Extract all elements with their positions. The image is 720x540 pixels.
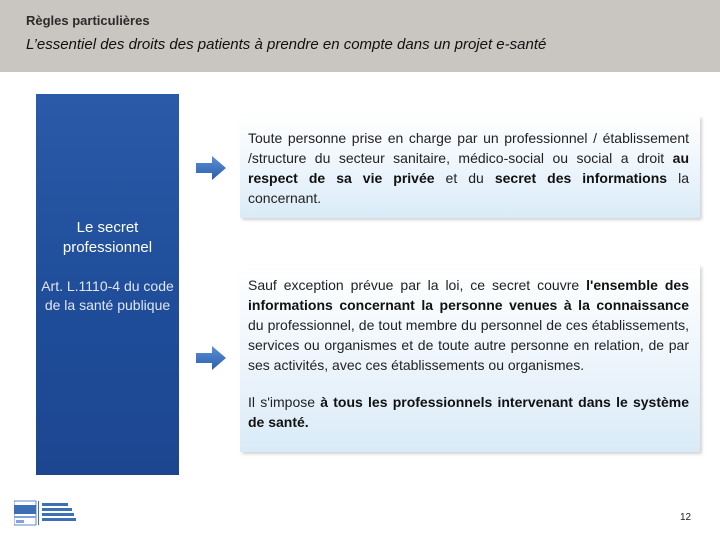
asip-sante-logo: [14, 497, 94, 529]
emphasis-all-professionals: à tous les professionnels intervenant dans le système de santé.: [248, 394, 689, 430]
page-number: 12: [680, 512, 692, 523]
text-span: Toute personne prise en charge par un professionnel / établissement /structure du secteur sanitaire, médico-social ou social a droit: [248, 130, 689, 166]
arrow-right-icon: [196, 156, 226, 180]
secret-scope-text: [240, 265, 700, 375]
privacy-right-text: [240, 116, 700, 208]
topic-heading: Le secret professionnel: [62, 219, 153, 256]
header-band: [0, 0, 720, 72]
emphasis-secret-info: secret des informations: [494, 170, 668, 186]
slide-title: L’essentiel des droits des patients à prendre en compte dans un projet e-santé: [26, 36, 547, 53]
privacy-right-box: [240, 116, 700, 218]
text-span: Sauf exception prévue par la loi, ce secret couvre: [248, 277, 587, 293]
legal-reference: Art. L.1110-4 du code de la santé publique: [41, 278, 174, 313]
emphasis-all-information: l'ensemble des informations concernant la personne venues à la connaissance: [248, 277, 689, 313]
section-kicker: Règles particulières: [26, 13, 150, 28]
secret-applies-text: [240, 375, 700, 432]
arrow-right-icon: [196, 346, 226, 370]
text-span: du professionnel, de tout membre du personnel de ces établissements, services ou organismes et de toute autre personne en relation, de par ses activités, avec ces établissements ou organismes.: [248, 317, 689, 373]
emphasis-private-life: au respect de sa vie privée: [248, 150, 689, 186]
left-topic-panel: [36, 94, 179, 475]
text-span: et du: [434, 170, 495, 186]
text-span: la concernant.: [248, 170, 689, 206]
text-span: Il s'impose: [248, 394, 321, 410]
secret-scope-box: [240, 265, 700, 452]
